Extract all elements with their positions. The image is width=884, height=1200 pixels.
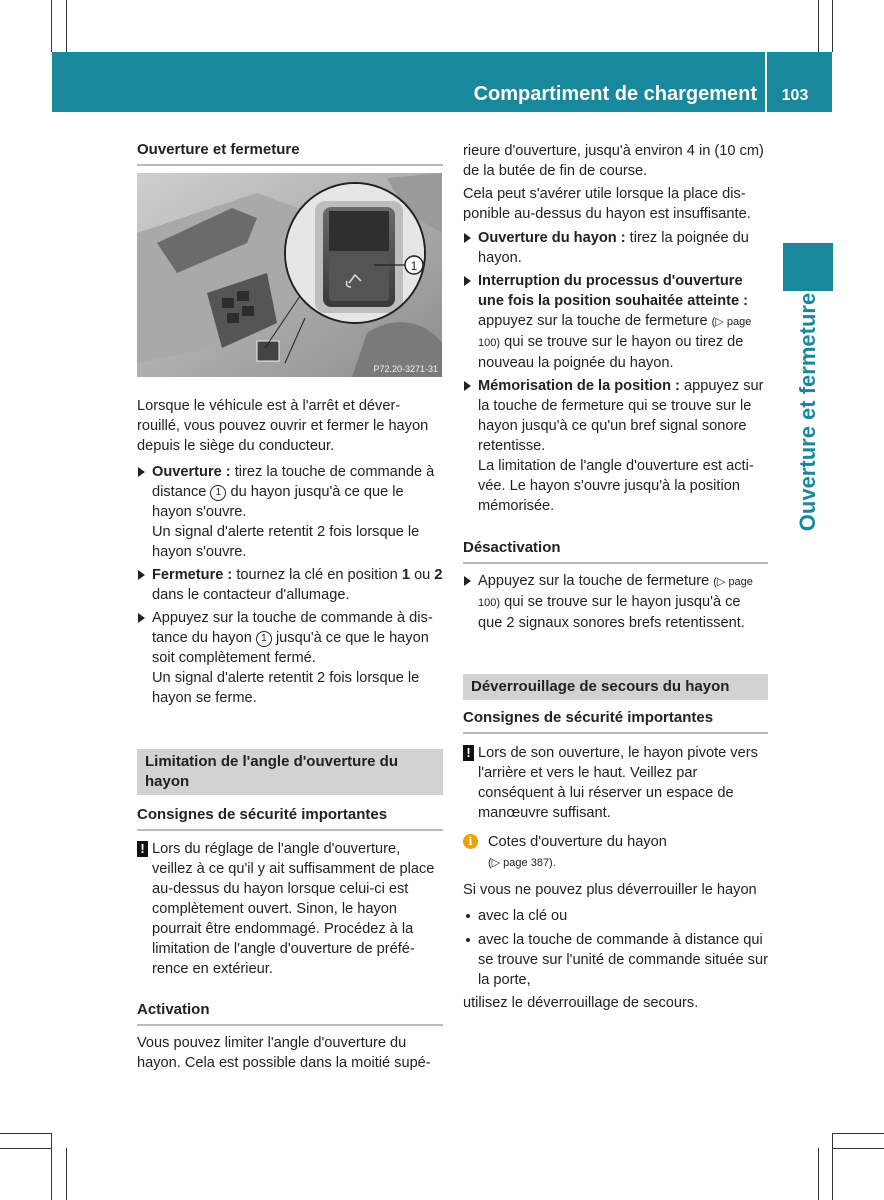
subsection-heading: Consignes de sécurité importantes (463, 708, 768, 734)
crop-mark (66, 0, 67, 52)
bullet-text: Appuyez sur la touche de commande à dis-tance du hayon (152, 610, 433, 646)
arrow-bullet-icon (464, 576, 471, 586)
right-column (463, 141, 768, 1013)
bullet-label: Ouverture du hayon : (478, 230, 626, 246)
list-item (463, 228, 768, 268)
list-item (463, 930, 768, 990)
info-icon: i (463, 834, 478, 849)
arrow-bullet-icon (464, 233, 471, 243)
bullet-label: Fermeture : (152, 567, 233, 583)
crop-mark (51, 1133, 52, 1200)
left-column (137, 140, 443, 1073)
bullet-text: jusqu'à ce que le hayon soit complètement fermé. (152, 630, 429, 666)
crop-mark (832, 1133, 884, 1134)
activation-paragraph: Vous pouvez limiter l'angle d'ouverture du hayon. Cela est possible dans la moitié supé- (137, 1035, 431, 1071)
list-item (463, 376, 768, 516)
chapter-title: Compartiment de chargement (473, 83, 757, 105)
crop-mark (0, 1148, 52, 1149)
key-position: 2 (434, 567, 443, 583)
crop-mark (818, 0, 819, 52)
page-reference: (▷ page 100) (478, 576, 753, 609)
bullet-text: qui se trouve sur le hayon ou tirez de nouveau la poignée du hayon. (478, 334, 744, 371)
crop-mark (832, 1148, 884, 1149)
crop-mark (66, 1148, 67, 1200)
paragraph: Cela peut s'avérer utile lorsque la place dis-ponible au-dessus du hayon est insuffisante. (463, 186, 751, 222)
subsection-heading: Activation (137, 1000, 443, 1026)
crop-mark (832, 0, 833, 52)
intro-paragraph: Lorsque le véhicule est à l'arrêt et déver-rouillé, vous pouvez ouvrir et fermer le hayon depuis le siège du conducteur. (137, 398, 429, 454)
list-item (463, 906, 768, 926)
crop-mark (832, 1133, 833, 1200)
side-tab-label: Ouverture et fermeture (795, 292, 820, 532)
paragraph: utilisez le déverrouillage de secours. (463, 995, 699, 1011)
arrow-bullet-icon (138, 570, 145, 580)
list-item (137, 565, 443, 605)
warning-text: Lors de son ouverture, le hayon pivote vers l'arrière et vers le haut. Veillez par conséquent à lui réserver un espace de manœuvre suffisant. (478, 745, 758, 821)
dot-bullet-icon (466, 914, 470, 918)
bullet-text: ou (414, 567, 431, 583)
warning-icon: ! (137, 841, 148, 857)
info-note (463, 832, 768, 873)
paragraph: rieure d'ouverture, jusqu'à environ 4 in (10 cm) de la butée de fin de course. (463, 143, 764, 179)
info-text: Cotes d'ouverture du hayon (488, 834, 667, 850)
bullet-text: Un signal d'alerte retentit 2 fois lorsque le hayon s'ouvre. (152, 524, 420, 560)
warning-text: Lors du réglage de l'angle d'ouverture, veillez à ce qu'il y ait suffisamment de place au-dessus du hayon lorsque celui-ci est complètement ouvert. Sinon, le hayon pourrait être endommagé. Procédez à la limitation de l'angle d'ouverture de préfé-rence en extérieur. (152, 841, 435, 977)
side-tab (783, 243, 833, 291)
warning-note (463, 743, 768, 823)
callout-badge: 1 (210, 485, 226, 501)
crop-mark (0, 1133, 52, 1134)
callout-badge: 1 (256, 631, 272, 647)
page-number: 103 (781, 87, 809, 104)
crop-mark (818, 1148, 819, 1200)
arrow-bullet-icon (138, 467, 145, 477)
warning-icon: ! (463, 745, 474, 761)
bullet-text: tournez la clé en position (236, 567, 398, 583)
bullet-text: Un signal d'alerte retentit 2 fois lorsque le hayon se ferme. (152, 670, 420, 706)
list-item (137, 462, 443, 562)
subsection-heading: Désactivation (463, 538, 768, 564)
bullet-text: du hayon jusqu'à ce que le hayon s'ouvre. (152, 484, 404, 520)
list-item (463, 271, 768, 373)
arrow-bullet-icon (138, 613, 145, 623)
arrow-bullet-icon (464, 381, 471, 391)
bullet-text: avec la touche de commande à distance qui se trouve sur l'unité de commande située sur la porte, (478, 932, 768, 988)
bullet-text: appuyez sur la touche de fermeture qui se trouve sur le hayon jusqu'à ce qu'un bref signal sonore retentisse. (478, 378, 764, 454)
figure-code: P72.20-3271-31 (373, 364, 438, 374)
bullet-text: appuyez sur la touche de fermeture (478, 313, 708, 329)
bullet-text: La limitation de l'angle d'ouverture est acti-vée. Le hayon s'ouvre jusqu'à la position mémorisée. (478, 458, 754, 514)
page-reference: (▷ page 100) (478, 316, 752, 349)
section-box-heading: Déverrouillage de secours du hayon (463, 674, 768, 700)
bullet-label: Mémorisation de la position : (478, 378, 680, 394)
bullet-text: tirez la touche de commande à distance (152, 464, 435, 500)
header-separator (765, 52, 767, 112)
bullet-text: avec la clé ou (478, 908, 568, 924)
key-position: 1 (401, 567, 410, 583)
paragraph: Si vous ne pouvez plus déverrouiller le hayon (463, 882, 757, 898)
page-reference: (▷ page 387). (488, 857, 556, 869)
crop-mark (51, 0, 52, 52)
arrow-bullet-icon (464, 276, 471, 286)
list-item (463, 571, 768, 633)
subsection-heading: Consignes de sécurité importantes (137, 805, 443, 831)
bullet-label: Ouverture : (152, 464, 231, 480)
list-item (137, 608, 443, 708)
bullet-label: Interruption du processus d'ouverture une fois la position souhaitée atteinte : (478, 273, 749, 309)
section-heading: Ouverture et fermeture (137, 140, 443, 166)
figure-callout: 1 (410, 259, 418, 273)
warning-note (137, 839, 443, 979)
section-box-heading: Limitation de l'angle d'ouverture du hayon (137, 749, 443, 795)
bullet-text: qui se trouve sur le hayon jusqu'à ce que 2 signaux sonores brefs retentissent. (478, 594, 745, 631)
bullet-text: dans le contacteur d'allumage. (152, 587, 350, 603)
bullet-text: Appuyez sur la touche de fermeture (478, 573, 710, 589)
bullet-text: tirez la poignée du hayon. (478, 230, 749, 266)
dot-bullet-icon (466, 938, 470, 942)
